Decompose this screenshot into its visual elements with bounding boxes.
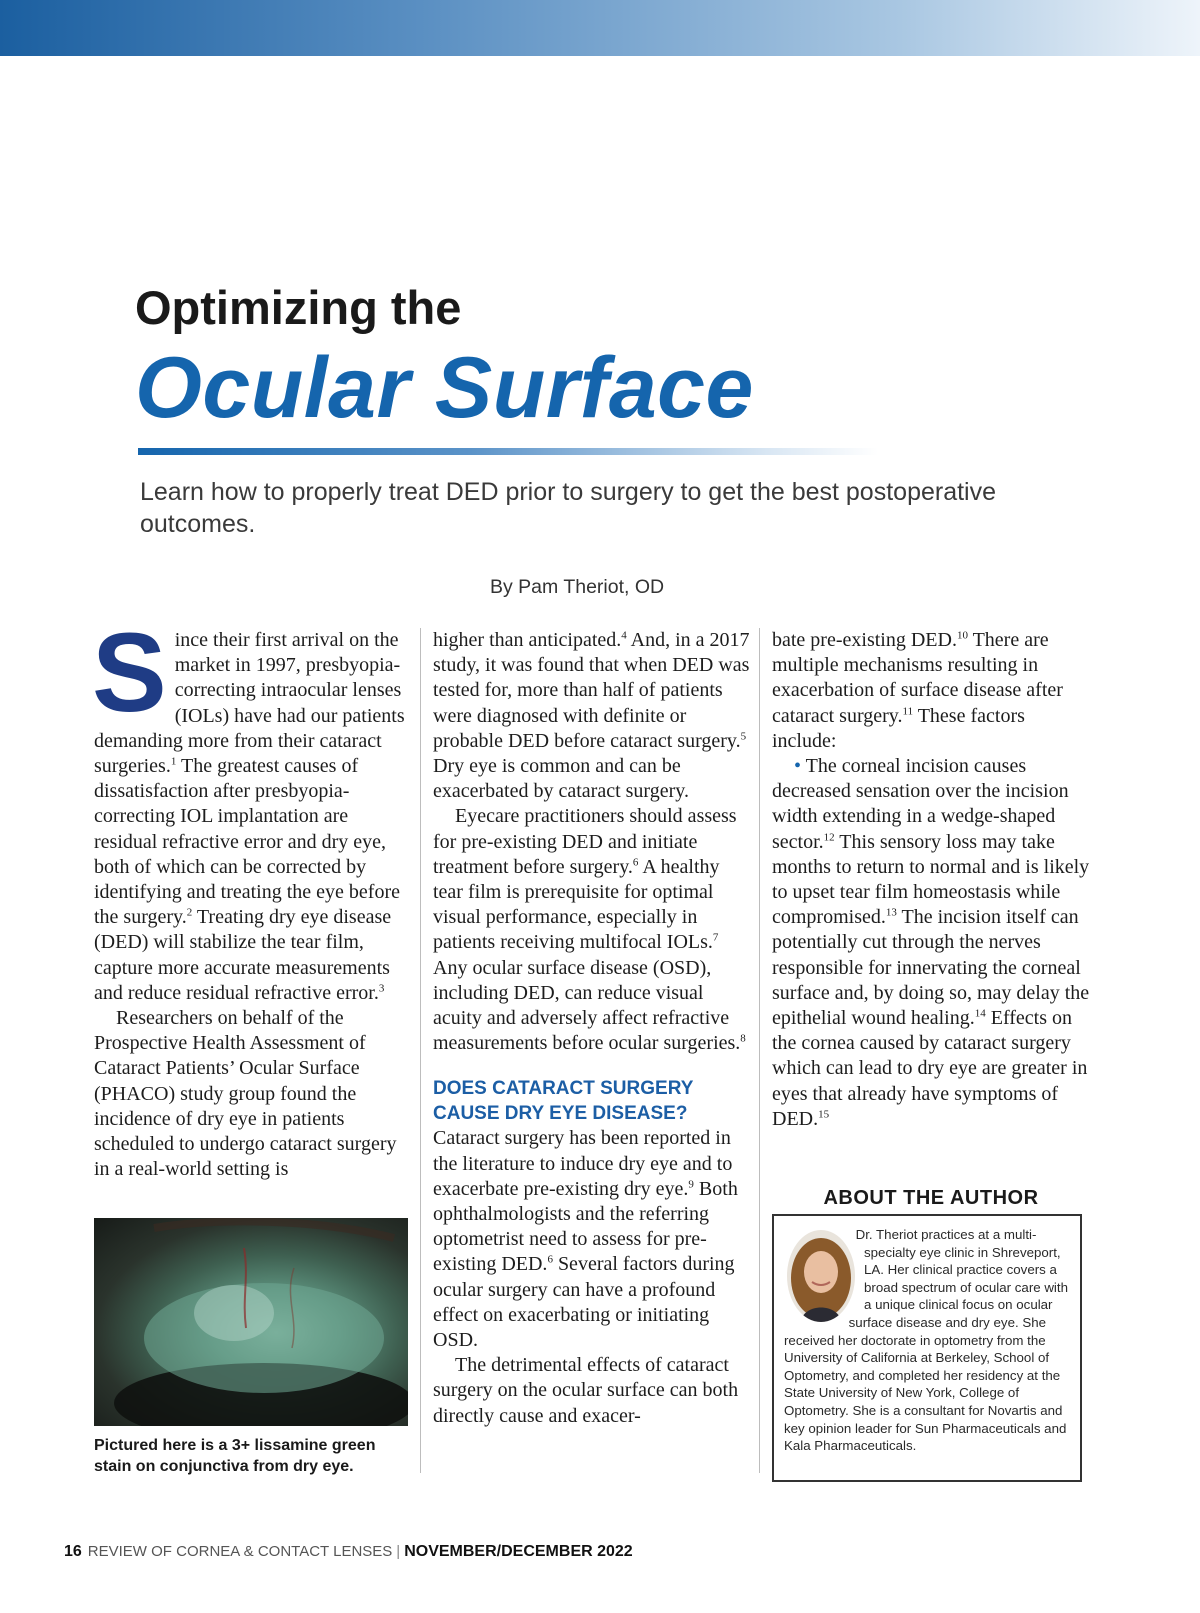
article-subtitle: Learn how to properly treat DED prior to surgery to get the best postoperative outcomes. — [140, 478, 997, 538]
text-run: Both ophthalmologists and the referring optometrist need to assess for pre-existing DED. — [433, 1177, 738, 1276]
text-run: Treating dry eye disease (DED) will stabilize the tear film, capture more accurate measurements and reduce residual refractive error. — [94, 906, 392, 1004]
reference-1: 1 — [170, 755, 177, 768]
about-author-heading: ABOUT THE AUTHOR — [823, 1187, 1039, 1209]
text-run: The greatest causes of dissatisfaction after presbyopia-correcting IOL implantation are residual refractive error and dry eye, both of which can be corrected by identifying and treating the eye before the surgery. — [94, 755, 400, 929]
author-avatar — [786, 1228, 856, 1324]
title-underline — [138, 448, 878, 455]
author-portrait-icon — [786, 1228, 856, 1324]
reference-13: 13 — [885, 906, 897, 919]
paragraph: The detrimental effects of cataract surgery on the ocular surface can both directly cause and exacer- — [433, 1354, 739, 1427]
header-gradient-bar — [0, 0, 1200, 56]
reference-2: 2 — [186, 906, 193, 919]
author-box — [772, 1214, 1082, 1482]
reference-6: 6 — [632, 856, 639, 869]
text-run: A healthy tear film is prerequisite for optimal visual performance, especially in patients receiving multifocal IOLs. — [433, 855, 720, 954]
text-run: And, in a 2017 study, it was found that when DED was tested for, more than half of patients were diagnosed with definite or probable DED before cataract surgery. — [433, 629, 750, 752]
paragraph — [92, 610, 406, 1006]
text-run: This sensory loss may take months to return to normal and is likely to upset tear film homeostasis while compromised. — [772, 830, 1090, 929]
reference-3: 3 — [378, 982, 385, 995]
drop-cap: S — [92, 610, 167, 735]
reference-8: 8 — [740, 1032, 746, 1045]
author-bio: Dr. Theriot practices at a multi-specialty eye clinic in Shreveport, LA. Her clinical practice covers a broad spectrum of ocular care with a unique clinical focus on ocular surface disease and dry eye. She received her doctorate in optometry from the University of California at Berkeley, School of Optometry, and completed her residency at the State University of New York, College of Optometry. She is a consultant for Novartis and key opinion leader for Sun Pharmaceuticals and Kala Pharmaceuticals. — [784, 1227, 1068, 1454]
reference-7: 7 — [712, 931, 719, 944]
text-run: Cataract surgery has been reported in the literature to induce dry eye and to exacerbate pre-existing dry eye. — [433, 1127, 733, 1200]
article-title-line2: Ocular Surface — [135, 340, 754, 436]
text-run: Several factors during ocular surgery can have a profound effect on exacerbating or initiating OSD. — [433, 1253, 735, 1352]
article-column-2 — [433, 628, 751, 1429]
bullet-paragraph — [772, 754, 1094, 1132]
text-run: There are multiple mechanisms resulting in exacerbation of surface disease after cataract surgery. — [772, 629, 1063, 727]
issue-date: NOVEMBER/DECEMBER 2022 — [404, 1543, 633, 1560]
article-column-3 — [772, 628, 1094, 1132]
column-divider-2 — [759, 628, 760, 1473]
text-run: These factors include: — [772, 704, 1025, 752]
text-run: The corneal incision causes decreased sensation over the incision width extending in a wedge-shaped sector. — [772, 755, 1069, 853]
text-run: Any ocular surface disease (OSD), including DED, can reduce visual acuity and adversely affect refractive measurements before ocular surgeries. — [433, 956, 741, 1055]
reference-10: 10 — [956, 629, 968, 642]
paragraph — [433, 1126, 751, 1353]
figure-caption: Pictured here is a 3+ lissamine green stain on conjunctiva from dry eye. — [94, 1437, 376, 1475]
paragraph — [433, 804, 751, 1056]
reference-15: 15 — [818, 1108, 830, 1121]
text-run: Dry eye is common and can be exacerbated by cataract surgery. — [433, 755, 689, 803]
article-title-line1: Optimizing the — [135, 281, 462, 334]
reference-4: 4 — [621, 629, 627, 642]
eye-photo-illustration — [94, 1218, 408, 1426]
text-run: Effects on the cornea caused by cataract surgery which can lead to dry eye are greater in eyes that already have symptoms of DED. — [772, 1007, 1088, 1130]
publication-name: REVIEW OF CORNEA & CONTACT LENSES — [87, 1543, 393, 1560]
reference-11: 11 — [902, 704, 914, 717]
text-run: bate pre-existing DED. — [772, 629, 957, 651]
text-run: ince their first arrival on the market in 1997, presbyopia-correcting intraocular lenses (IOLs) have had our patients demanding more from their cataract surgeries. — [94, 629, 405, 778]
eye-stain-photo — [94, 1218, 408, 1426]
text-run: Eyecare practitioners should assess for pre-existing DED and initiate treatment before surgery. — [433, 805, 737, 878]
article-column-1 — [92, 610, 406, 1182]
page-number: 16 — [64, 1543, 82, 1560]
reference-5: 5 — [740, 730, 747, 743]
text-run: The incision itself can potentially cut through the nerves responsible for innervating the corneal surface and, by doing so, may delay the epithelial wound healing. — [772, 906, 1090, 1030]
reference-14: 14 — [974, 1007, 986, 1020]
reference-9: 9 — [688, 1178, 694, 1191]
bullet-icon: • — [794, 755, 802, 778]
paragraph — [433, 628, 751, 804]
page-footer — [64, 1543, 633, 1561]
section-heading: DOES CATARACT SURGERY CAUSE DRY EYE DISEASE? — [433, 1078, 694, 1125]
paragraph — [772, 628, 1094, 754]
byline: By Pam Theriot, OD — [490, 576, 665, 598]
reference-12: 12 — [823, 830, 835, 843]
column-divider-1 — [420, 628, 421, 1473]
reference-6b: 6 — [547, 1253, 553, 1266]
footer-separator: | — [396, 1543, 401, 1560]
text-run: higher than anticipated. — [433, 629, 622, 651]
paragraph: Researchers on behalf of the Prospective Health Assessment of Cataract Patients’ Ocular Surface (PHACO) study group found the incidence of dry eye in patients scheduled to undergo cataract surgery in a real-world setting is — [94, 1007, 397, 1181]
